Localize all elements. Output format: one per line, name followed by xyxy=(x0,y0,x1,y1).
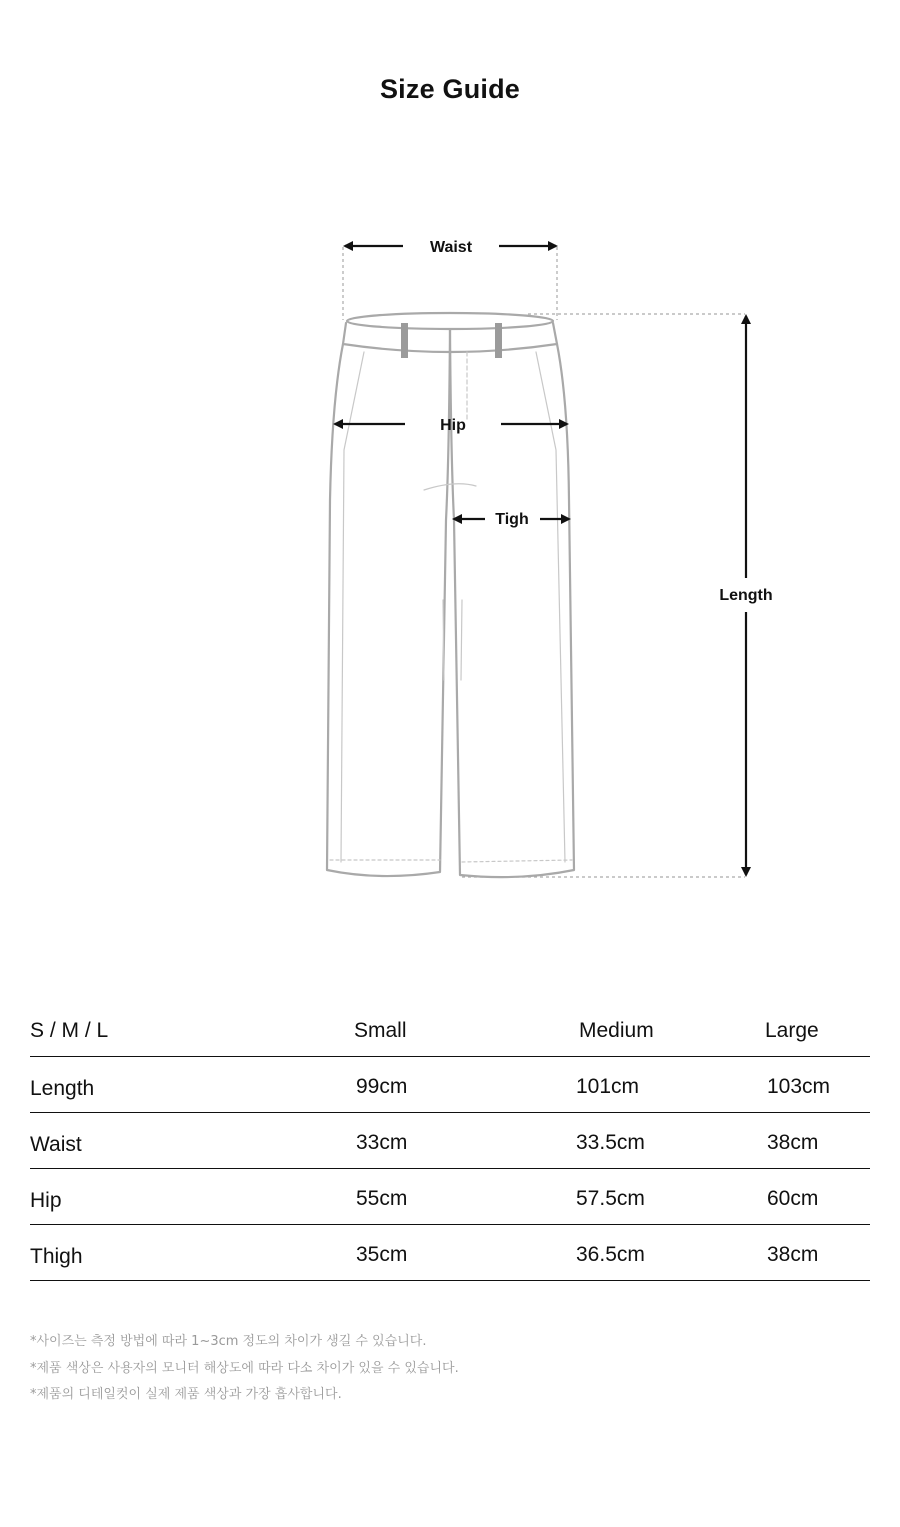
table-cell: 38cm xyxy=(767,1243,819,1266)
table-cell: 33cm xyxy=(356,1131,408,1154)
table-cell: 36.5cm xyxy=(576,1243,645,1266)
right-leg-outline xyxy=(450,330,574,877)
table-cell: 60cm xyxy=(767,1187,819,1210)
note-text: *제품의 디테일컷이 실제 제품 색상과 가장 흡사합니다. xyxy=(30,1387,342,1402)
waist-label: Waist xyxy=(429,239,473,256)
note-text: *제품 색상은 사용자의 모니터 해상도에 따라 다소 차이가 있을 수 있습니다. xyxy=(30,1360,459,1376)
table-row xyxy=(30,1057,870,1113)
table-cell: 101cm xyxy=(576,1075,640,1098)
table-row xyxy=(30,1113,870,1169)
header-size-range: S / M / L xyxy=(30,1019,109,1042)
table-cell: 38cm xyxy=(767,1131,819,1154)
table-header-row xyxy=(30,1005,870,1057)
table-cell: 99cm xyxy=(356,1075,408,1098)
hip-label: Hip xyxy=(440,417,466,434)
table-cell: 103cm xyxy=(767,1075,831,1098)
header-large: Large xyxy=(765,1019,819,1042)
left-leg-outline xyxy=(327,330,450,876)
thigh-label: Tigh xyxy=(495,511,529,528)
table-cell: 35cm xyxy=(356,1243,408,1266)
row-label: Waist xyxy=(30,1133,82,1156)
page-title: Size Guide xyxy=(379,74,521,104)
row-label: Thigh xyxy=(30,1245,83,1268)
header-small: Small xyxy=(354,1019,407,1042)
note-text: *사이즈는 측정 방법에 따라 1~3cm 정도의 차이가 생길 수 있습니다. xyxy=(30,1334,427,1349)
waistband-top xyxy=(347,313,553,329)
table-row xyxy=(30,1225,870,1281)
row-label: Hip xyxy=(30,1189,62,1212)
header-medium: Medium xyxy=(579,1019,654,1042)
dimension-arrows xyxy=(335,246,746,875)
pants-illustration xyxy=(327,313,574,877)
length-label: Length xyxy=(719,587,773,604)
row-label: Length xyxy=(30,1077,95,1100)
table-row xyxy=(30,1169,870,1225)
table-cell: 33.5cm xyxy=(576,1131,645,1154)
size-table xyxy=(30,1005,870,1281)
table-cell: 57.5cm xyxy=(576,1187,645,1210)
size-notes xyxy=(30,1333,459,1413)
table-cell: 55cm xyxy=(356,1187,408,1210)
